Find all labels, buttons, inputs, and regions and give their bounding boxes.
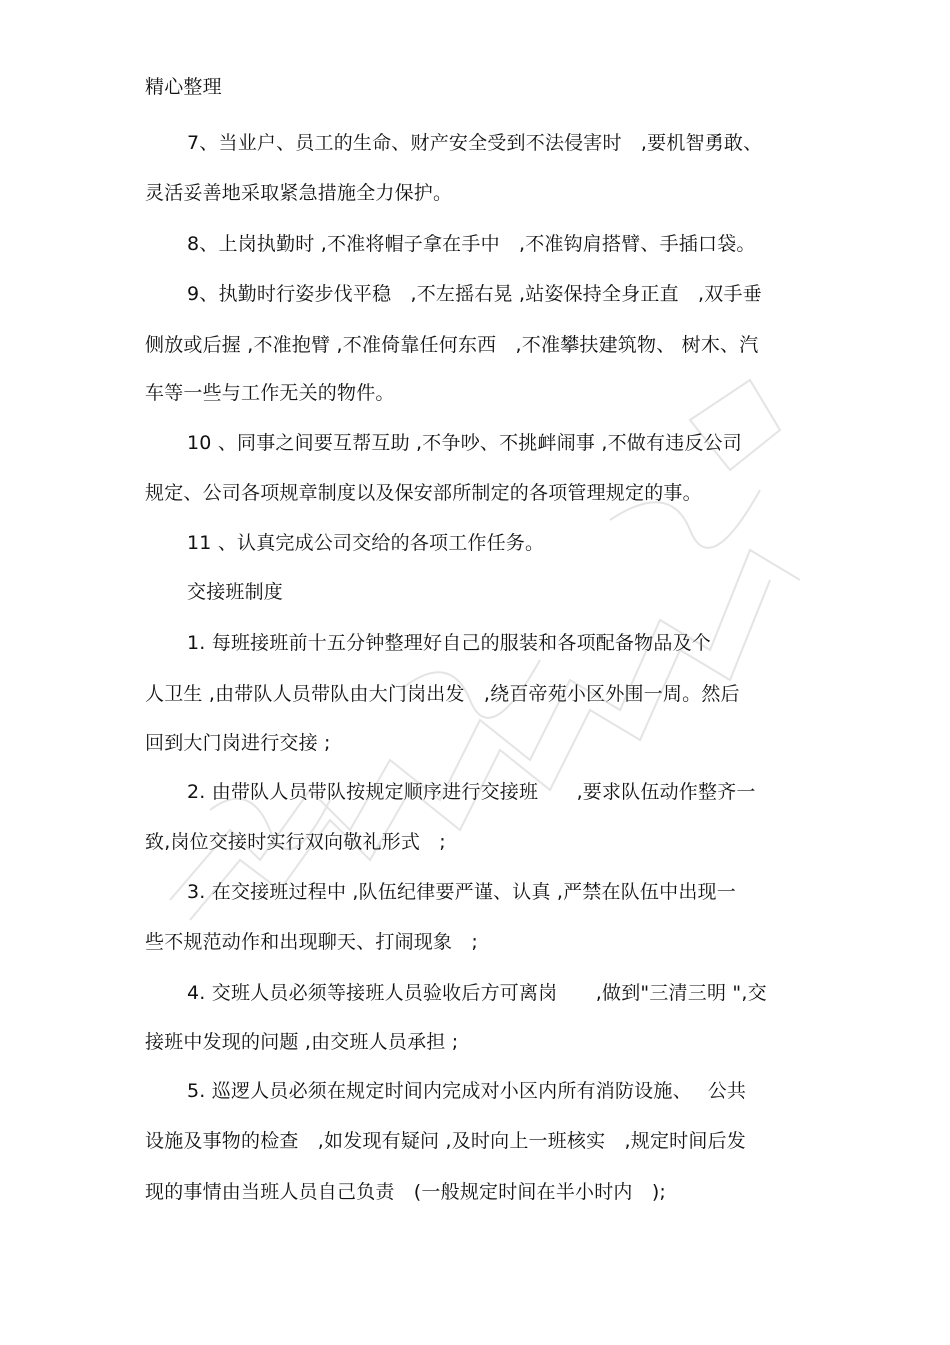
text-line: 7、当业户、员工的生命、财产安全受到不法侵害时 ,要机智勇敢、 (187, 132, 763, 154)
text-line: 回到大门岗进行交接 ; (145, 732, 331, 754)
text-line: 设施及事物的检查 ,如发现有疑问 ,及时向上一班核实 ,规定时间后发 (145, 1130, 746, 1152)
text-line: 1. 每班接班前十五分钟整理好自己的服装和各项配备物品及个 (187, 632, 711, 654)
section-heading: 交接班制度 (187, 581, 284, 603)
text-line: 接班中发现的问题 ,由交班人员承担 ; (145, 1031, 459, 1053)
text-line: 3. 在交接班过程中 ,队伍纪律要严谨、认真 ,严禁在队伍中出现一 (187, 881, 736, 903)
text-line: 灵活妥善地采取紧急措施全力保护。 (145, 182, 453, 204)
text-line: 8、上岗执勤时 ,不准将帽子拿在手中 ,不准钩肩搭臂、手插口袋。 (187, 233, 756, 255)
text-line: 人卫生 ,由带队人员带队由大门岗出发 ,绕百帝苑小区外围一周。然后 (145, 683, 740, 705)
text-line: 9、执勤时行姿步伐平稳 ,不左摇右晃 ,站姿保持全身正直 ,双手垂 (187, 283, 762, 305)
page-header: 精心整理 (145, 76, 222, 98)
text-line: 致,岗位交接时实行双向敬礼形式 ; (145, 831, 446, 853)
text-line: 2. 由带队人员带队按规定顺序进行交接班 ,要求队伍动作整齐一 (187, 781, 756, 803)
text-line: 侧放或后握 ,不准抱臂 ,不准倚靠任何东西 ,不准攀扶建筑物、 树木、汽 (145, 334, 759, 356)
text-line: 5. 巡逻人员必须在规定时间内完成对小区内所有消防设施、 公共 (187, 1080, 747, 1102)
text-line: 些不规范动作和出现聊天、打闹现象 ; (145, 931, 479, 953)
text-line: 10 、同事之间要互帮互助 ,不争吵、不挑衅闹事 ,不做有违反公司 (187, 432, 742, 454)
text-line: 4. 交班人员必须等接班人员验收后方可离岗 ,做到"三清三明 ",交 (187, 982, 767, 1004)
text-line: 车等一些与工作无关的物件。 (145, 382, 395, 404)
text-line: 现的事情由当班人员自己负责 (一般规定时间在半小时内 ); (145, 1181, 667, 1203)
text-line: 规定、公司各项规章制度以及保安部所制定的各项管理规定的事。 (145, 482, 702, 504)
text-line: 11 、认真完成公司交给的各项工作任务。 (187, 532, 545, 554)
